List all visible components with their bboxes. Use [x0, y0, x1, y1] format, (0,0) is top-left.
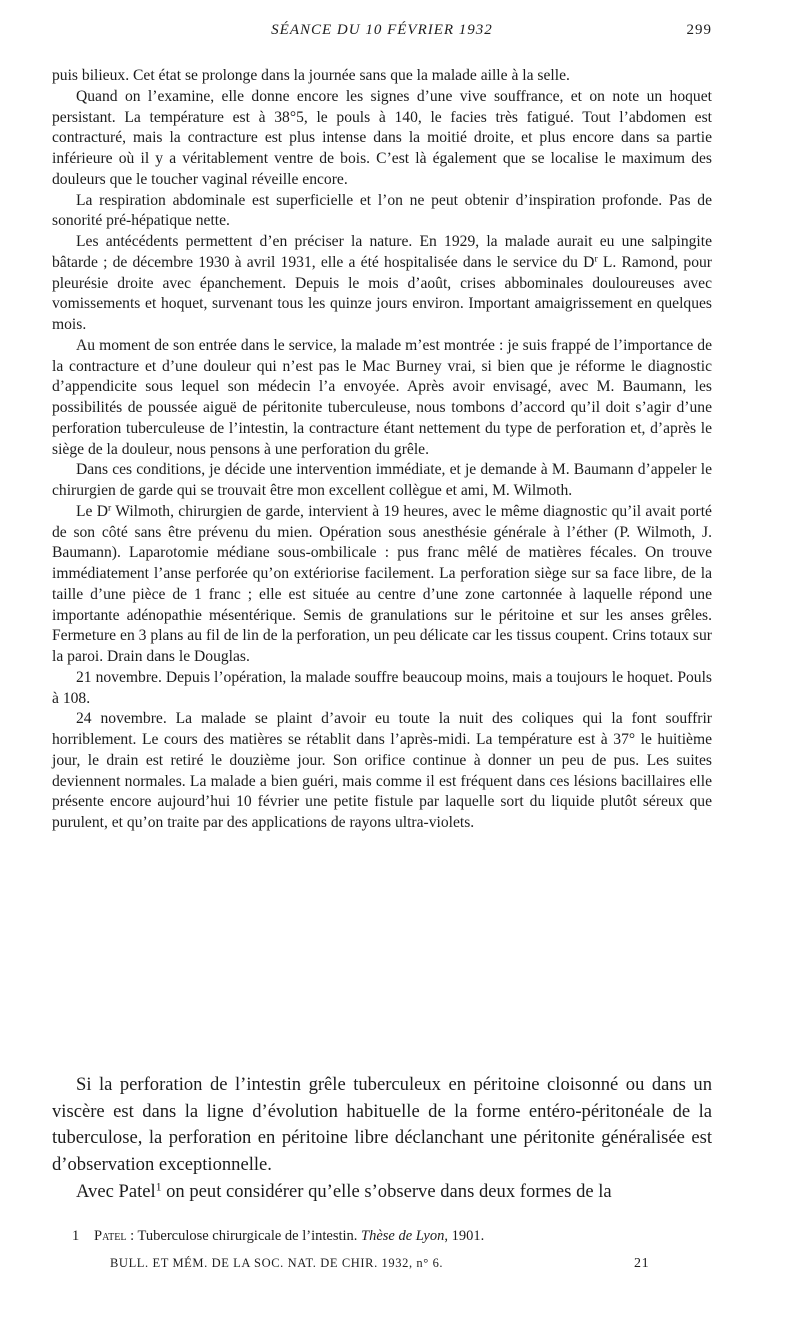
- text-run: L. Ramond, pour pleurésie droite avec épanchement. Depuis le mois d’août, crises abbominales douloureuses avec vomissements et hoquet, survenant tous les quinze jours environ. Important amaigrissement en quelques mois.: [52, 253, 712, 333]
- page-number: 299: [686, 22, 712, 38]
- paragraph: [52, 502, 712, 668]
- paragraph: Au moment de son entrée dans le service, la malade m’est montrée : je suis frappé de l’importance de la contracture et d’une douleur qui n’est pas le Mac Burney vrai, si bien que je réforme le diagnostic d’appendicite sous lequel son médecin l’a envoyée. Après avoir envisagé, avec M. Baumann, les possibilités de poussée aiguë de péritonite tuberculeuse, nous tombons d’accord qu’il doit s’agir d’une perforation tuberculeuse de l’intestin, la contracture étant nettement du type de perforation et, d’après le siège de la douleur, nous pensons à une perforation du grêle.: [52, 336, 712, 458]
- journal-reference: BULL. ET MÉM. DE LA SOC. NAT. DE CHIR. 1932, n° 6.: [110, 1256, 444, 1270]
- footnote-text: : Tuberculose chirurgicale de l’intestin.: [126, 1228, 362, 1244]
- header-title: SÉANCE DU 10 FÉVRIER 1932: [271, 22, 493, 38]
- discussion-text: [52, 1072, 712, 1206]
- footnote-author: Patel: [94, 1228, 127, 1244]
- paragraph: Si la perforation de l’intestin grêle tuberculeux en péritoine cloisonné ou dans un viscère est dans la ligne d’évolution habituelle de la forme entéro-péritonéale de la tuberculose, la perforation en péritoine libre déclanchant une péritonite généralisée est d’observation exceptionnelle.: [52, 1074, 712, 1176]
- footnote-number: 1: [72, 1228, 80, 1244]
- paragraph: Quand on l’examine, elle donne encore les signes d’une vive souffrance, et on note un hoquet persistant. La température est à 38°5, le pouls à 140, le facies très fatigué. Tout l’abdomen est contracturé, mais la contracture est plus intense dans la moitié droite, et plus encore dans sa partie inférieure où il y a véritablement ventre de bois. C’est là également que se localise le maximum des douleurs que le toucher vaginal réveille encore.: [52, 87, 712, 188]
- paragraph: puis bilieux. Cet état se prolonge dans la journée sans que la malade aille à la selle.: [52, 67, 570, 84]
- footnote-thesis: Thèse de Lyon: [361, 1228, 445, 1244]
- page-footer: [52, 1256, 712, 1276]
- paragraph: [52, 1179, 712, 1206]
- superscript: r: [108, 502, 112, 514]
- text-run: Les antécédents permettent d’en préciser la nature. En 1929, la malade aurait eu une salpingite bâtarde ; de décembre 1930 à avril 1931, elle a été hospitalisée dans le service du D: [52, 233, 712, 271]
- text-run: Le D: [76, 502, 109, 520]
- paragraph: 24 novembre. La malade se plaint d’avoir eu toute la nuit des coliques qui la font souffrir horriblement. Le cours des matières se rétablit dans l’après-midi. La température est à 37° le huitième jour, le drain est retiré le douzième jour. Son orifice continue à donner un peu de pus. Les suites deviennent normales. La malade a bien guéri, mais comme il est fréquent dans ces lésions bacillaires elle présente encore aujourd’hui 10 février une petite fistule par laquelle sort du liquide plutôt séreux que purulent, et qu’on traite par des applications de rayons ultra-violets.: [52, 710, 712, 831]
- superscript: r: [594, 253, 598, 265]
- text-run: Avec Patel: [76, 1180, 156, 1202]
- paragraph: 21 novembre. Depuis l’opération, la malade souffre beaucoup moins, mais a toujours le hoquet. Pouls à 108.: [52, 668, 712, 707]
- signature-mark: 21: [634, 1256, 650, 1271]
- case-report-text: [52, 66, 712, 834]
- footnote-reference: 1: [155, 1181, 162, 1194]
- footnote-year: , 1901.: [444, 1228, 485, 1244]
- footnote: [52, 1226, 712, 1246]
- text-run: Wilmoth, chirurgien de garde, intervient à 19 heures, avec le même diagnostic qu’il avait porté de son côté sans être prévenu du mien. Opération sous anesthésie générale à l’éther (P. Wilmoth, J. Baumann). Laparotomie médiane sous-ombilicale : pus franc mêlé de matières fécales. On trouve immédiatement l’anse perforée qu’on extériorise facilement. La perforation siège sur sa face libre, de la taille d’une pièce de 1 franc ; elle est située au centre d’une zone cartonnée à laquelle répond une importante adénopathie mésentérique. Semis de granulations sur le péritoine et sur les anses grêles. Fermeture en 3 plans au fil de lin de la perforation, un peu délicate car les tissus coupent. Crins totaux sur la paroi. Drain dans le Douglas.: [52, 502, 712, 665]
- text-run: on peut considérer qu’elle s’observe dans deux formes de la: [161, 1180, 612, 1202]
- paragraph: La respiration abdominale est superficielle et l’on ne peut obtenir d’inspiration profonde. Pas de sonorité pré-hépatique nette.: [52, 191, 712, 230]
- paragraph: [52, 232, 712, 336]
- paragraph: Dans ces conditions, je décide une intervention immédiate, et je demande à M. Baumann d’appeler le chirurgien de garde qui se trouvait être mon excellent collègue et ami, M. Wilmoth.: [52, 461, 712, 499]
- running-header: [52, 22, 712, 48]
